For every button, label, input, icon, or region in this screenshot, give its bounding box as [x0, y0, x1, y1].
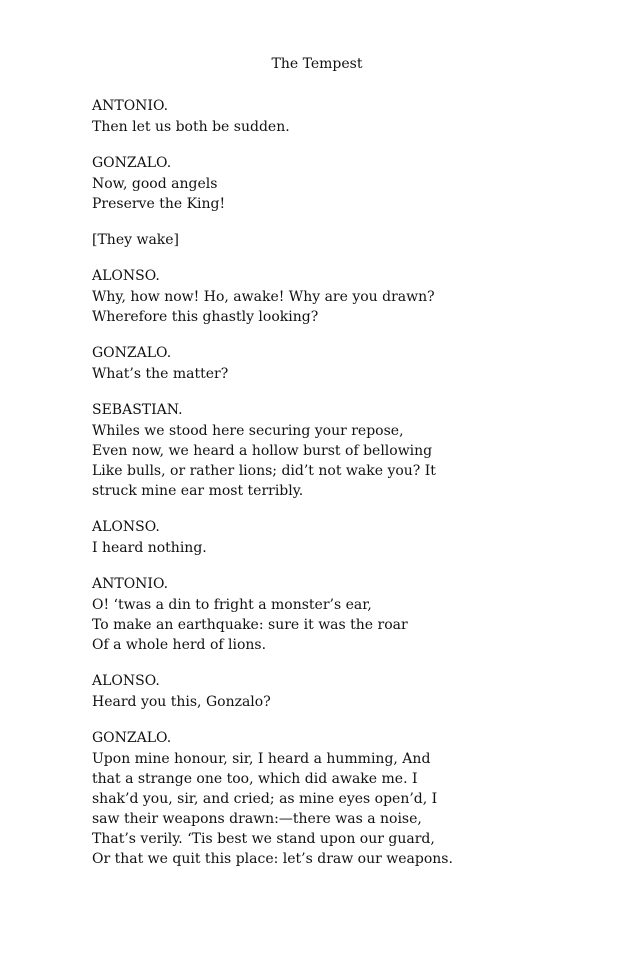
speech-block [92, 153, 598, 214]
speech-line: O! ‘twas a din to fright a monster’s ear, [92, 597, 372, 613]
speech-line: I heard nothing. [92, 540, 207, 556]
speech-line: To make an earthquake: sure it was the roar [92, 617, 408, 633]
speaker-name: GONZALO. [92, 155, 172, 171]
speech-line: Wherefore this ghastly looking? [92, 309, 319, 325]
speaker-name: ALONSO. [92, 673, 160, 689]
speech-line: Then let us both be sudden. [92, 119, 290, 135]
speech-line: Now, good angels [92, 176, 218, 192]
speech-line: saw their weapons drawn:—there was a noise, [92, 811, 422, 827]
speech-line: Heard you this, Gonzalo? [92, 694, 271, 710]
speaker-name: ANTONIO. [92, 576, 169, 592]
stage-direction-block [92, 230, 598, 250]
speech-line: struck mine ear most terribly. [92, 483, 304, 499]
speech-block [92, 96, 598, 137]
speech-line: shak’d you, sir, and cried; as mine eyes open’d, I [92, 791, 438, 807]
speech-line: Even now, we heard a hollow burst of bellowing [92, 443, 433, 459]
speech-line: What’s the matter? [92, 366, 229, 382]
speaker-name: ANTONIO. [92, 98, 169, 114]
speech-block [92, 671, 598, 712]
speech-line: Why, how now! Ho, awake! Why are you drawn? [92, 289, 435, 305]
speech-block [92, 728, 598, 869]
speech-block [92, 517, 598, 558]
speech-block [92, 266, 598, 327]
speech-line: That’s verily. ‘Tis best we stand upon our guard, [92, 831, 435, 847]
speaker-name: GONZALO. [92, 345, 172, 361]
speech-line: Of a whole herd of lions. [92, 637, 267, 653]
speech-line: Preserve the King! [92, 196, 226, 212]
speech-line: Upon mine honour, sir, I heard a humming, And [92, 751, 431, 767]
page-header-title: The Tempest [271, 56, 363, 72]
speaker-name: ALONSO. [92, 268, 160, 284]
stage-direction: [They wake] [92, 232, 180, 248]
speaker-name: ALONSO. [92, 519, 160, 535]
speech-line: Or that we quit this place: let’s draw our weapons. [92, 851, 453, 867]
speaker-name: GONZALO. [92, 730, 172, 746]
speech-line: Like bulls, or rather lions; did’t not wake you? It [92, 463, 436, 479]
speech-block [92, 400, 598, 501]
speech-block [92, 343, 598, 384]
speech-block [92, 574, 598, 655]
speaker-name: SEBASTIAN. [92, 402, 183, 418]
speech-line: Whiles we stood here securing your repose, [92, 423, 404, 439]
speech-line: that a strange one too, which did awake me. I [92, 771, 418, 787]
